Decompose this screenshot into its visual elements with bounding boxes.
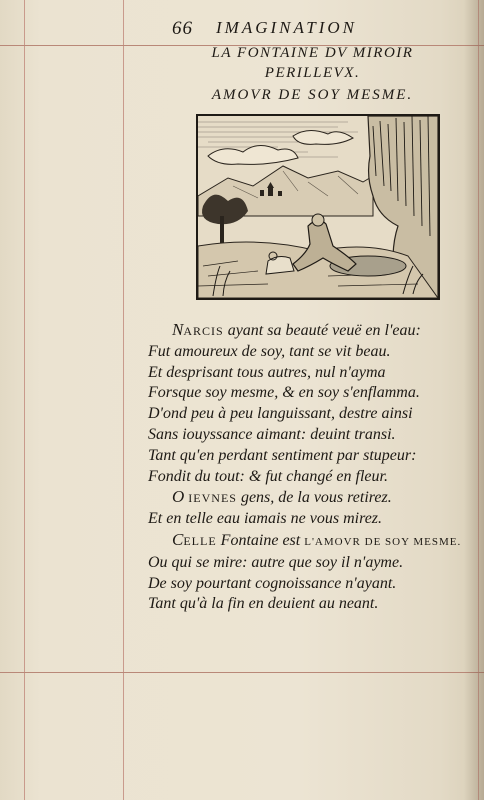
poem-line-2: Fut amoureux de soy, tant se vit beau.	[148, 342, 391, 360]
bottom-rule	[0, 672, 484, 673]
poem-line-1	[148, 320, 484, 342]
emblem-title-line-1: LA FONTAINE DV MIROIR	[211, 45, 414, 61]
poem-line-14: Tant qu'à la fin en deuient au neant.	[148, 595, 379, 613]
poem-line-11-smallcaps: ELLE	[183, 533, 217, 548]
poem-line-12: Ou qui se mire: autre que soy il n'ayme.	[148, 553, 404, 571]
poem-line-1-initial: N	[172, 320, 184, 339]
poem-line-7: Tant qu'en perdant sentiment par stupeur:	[148, 446, 417, 464]
poem-line-11	[148, 530, 484, 553]
poem-line-11-motto: L'AMOVR DE SOY MESME.	[304, 535, 462, 548]
margin-rule-inner	[123, 0, 124, 800]
poem-line-8: Fondit du tout: & fut changé en fleur.	[148, 467, 388, 485]
poem-line-5: D'ond peu à peu languissant, destre ainsi	[148, 405, 413, 423]
poem-line-1-text: ayant sa beauté veuë en l'eau:	[223, 322, 421, 339]
poem-line-3: Et desprisant tous autres, nul n'ayma	[148, 363, 386, 381]
poem-line-9-text: gens, de la vous retirez.	[236, 489, 392, 507]
poem-line-9-smallcaps: IEVNES	[188, 491, 237, 506]
poem-line-4: Forsque soy mesme, & en soy s'enflamma.	[148, 384, 420, 402]
page-number: 66	[172, 18, 193, 39]
margin-rule-outer	[24, 0, 25, 800]
poem-line-10: Et en telle eau iamais ne vous mirez.	[148, 510, 383, 528]
running-title: IMAGINATION	[216, 18, 357, 37]
poem-line-13: De soy pourtant cognoissance n'ayant.	[148, 574, 397, 592]
emblem-poem	[148, 320, 484, 615]
poem-line-9-initial: O	[172, 487, 185, 507]
emblem-title-line-2: PERILLEVX.	[264, 65, 361, 81]
poem-line-11-initial: C	[172, 529, 184, 549]
emblem-motto: AMOVR DE SOY MESME.	[211, 87, 414, 103]
poem-line-1-smallcaps: ARCIS	[183, 324, 224, 338]
poem-line-11-text: Fontaine est	[216, 531, 305, 549]
poem-line-6: Sans iouyssance aimant: deuint transi.	[148, 425, 396, 443]
narcissus-woodcut	[196, 114, 440, 300]
woodcut-illustration	[198, 116, 438, 298]
poem-line-9	[148, 487, 484, 509]
